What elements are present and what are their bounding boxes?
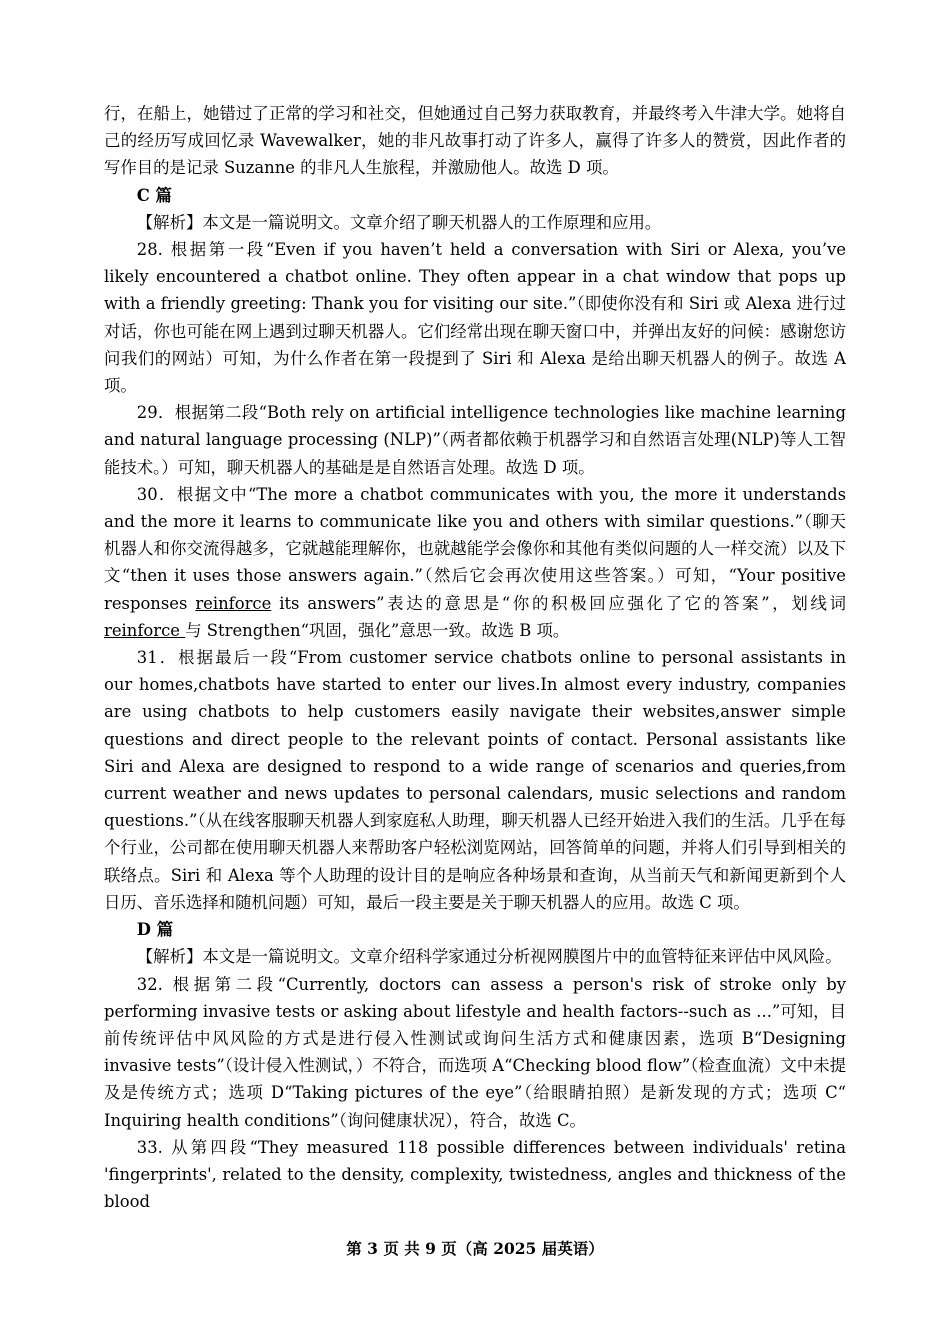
answer-28: 28. 根据第一段“Even if you haven’t held a conversation with Siri or Alexa, you’ve likely encountered a chatbot online. They often appear in a chat window that pops up with a friendly greeting: Thank you for visiting our site.”（即使你没有和 Siri 或 Alexa 进行过对话，你也可能在网上遇到过聊天机器人。它们经常出现在聊天窗口中，并弹出友好的问候：感谢您访问我们的网站）可知，为什么作者在第一段提到了 Siri 和 Alexa 是给出聊天机器人的例子。故选 A 项。 bbox=[104, 240, 846, 396]
underlined-word-1: reinforce bbox=[195, 593, 272, 613]
answer-32: 32. 根据第二段“Currently, doctors can assess a person's risk of stroke only by performing invasive tests or asking about lifestyle and health factors--such as ...”可知，目前传统评估中风风险的方式是进行侵入性测试或询问生活方式和健康因素，选项 B“Designing invasive tests”（设计侵入性测试，）不符合，而选项 A“Checking blood flow”（检查血流）文中未提及是传统方式；选项 D“Taking pictures of the eye”（给眼睛拍照）是新发现的方式；选项 C“ Inquiring health conditions”（询问健康状况），符合，故选 C。 bbox=[104, 974, 846, 1130]
answer-30-part-1: 30．根据文中“The more a chatbot communicates with you, the more it understands and the more it learns to communicate like you and others with similar questions.”（聊天机器人和你交流得越多，它就越能理解你，也就越能学会像你和其他有类似问题的人一样交流）以及下文“then it uses those answers again.”（然后它会再次使用这些答案。）可知，“Your positive responses bbox=[104, 484, 846, 613]
page-footer: 第 3 页 共 9 页（高 2025 届英语） bbox=[346, 1239, 604, 1258]
underlined-word-2: reinforce bbox=[104, 620, 186, 640]
section-d-analysis: 【解析】本文是一篇说明文。文章介绍科学家通过分析视网膜图片中的血管特征来评估中风风险。 bbox=[136, 947, 842, 967]
section-heading-d: D 篇 bbox=[136, 920, 174, 940]
page-content bbox=[104, 100, 846, 1215]
answer-30-part-3: 与 Strengthen“巩固，强化”意思一致。故选 B 项。 bbox=[185, 620, 570, 640]
answer-30 bbox=[104, 481, 846, 644]
answer-30-part-2: its answers”表达的意思是“你的积极回应强化了它的答案”，划线词 bbox=[271, 593, 846, 613]
answer-31: 31．根据最后一段“From customer service chatbots online to personal assistants in our homes,chatbots have started to enter our lives.In almost every industry, companies are using chatbots to help customers easily navigate their websites,answer simple questions and direct people to the relevant points of contact. Personal assistants like Siri and Alexa are designed to respond to a wide range of scenarios and queries,from current weather and news updates to personal calendars, music selections and random questions.”（从在线客服聊天机器人到家庭私人助理，聊天机器人已经开始进入我们的生活。几乎在每个行业，公司都在使用聊天机器人来帮助客户轻松浏览网站，回答简单的问题，并将人们引导到相关的联络点。Siri 和 Alexa 等个人助理的设计目的是响应各种场景和查询，从当前天气和新闻更新到个人日历、音乐选择和随机问题）可知，最后一段主要是关于聊天机器人的应用。故选 C 项。 bbox=[104, 648, 846, 912]
answer-33: 33. 从第四段“They measured 118 possible differences between individuals' retina 'fingerprints', related to the density, complexity, twistedness, angles and thickness of the blood bbox=[104, 1137, 846, 1212]
paragraph-continued: 行，在船上，她错过了正常的学习和社交，但她通过自己努力获取教育，并最终考入牛津大学。她将自己的经历写成回忆录 Wavewalker，她的非凡故事打动了许多人，赢得了许多人的赞赏，因此作者的写作目的是记录 Suzanne 的非凡人生旅程，并激励他人。故选 D 项。 bbox=[104, 104, 846, 178]
section-heading-c: C 篇 bbox=[136, 185, 172, 205]
section-c-analysis: 【解析】本文是一篇说明文。文章介绍了聊天机器人的工作原理和应用。 bbox=[136, 212, 662, 232]
answer-29: 29．根据第二段“Both rely on artificial intelligence technologies like machine learning and natural language processing (NLP)”（两者都依赖于机器学习和自然语言处理(NLP)等人工智能技术。）可知，聊天机器人的基础是是自然语言处理。故选 D 项。 bbox=[104, 403, 846, 477]
